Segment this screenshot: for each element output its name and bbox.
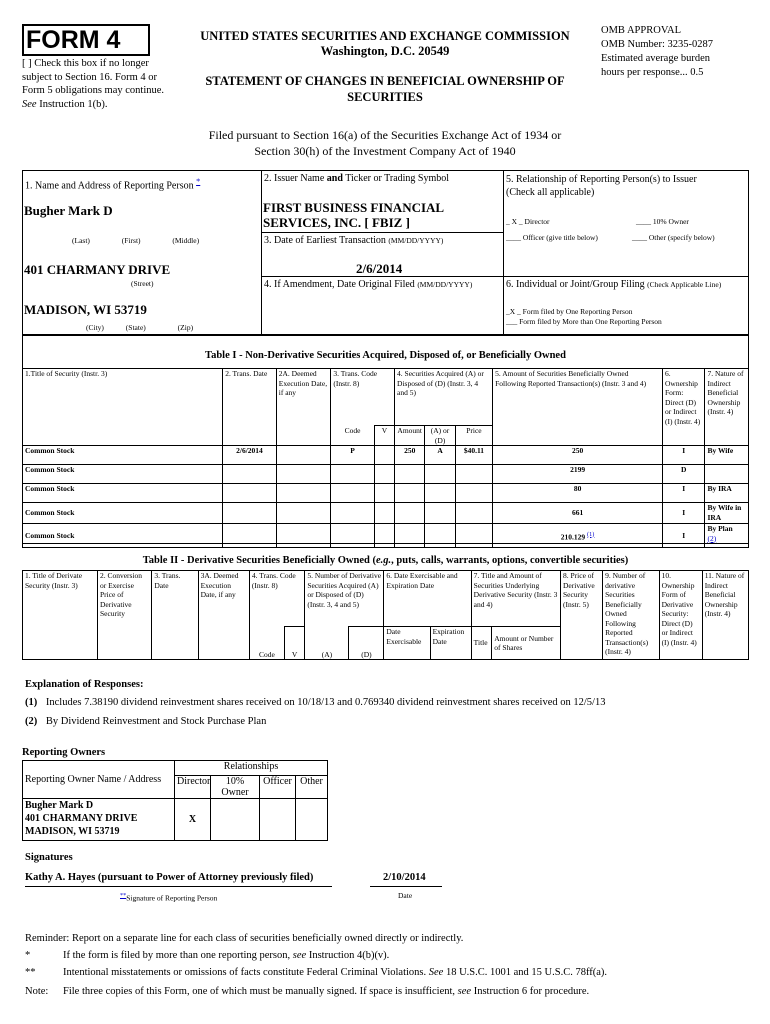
ten-pct-owner-checkbox[interactable]: ____ 10% Owner (636, 217, 689, 226)
box3-label: 3. Date of Earliest Transaction (MM/DD/YYYY) (264, 235, 444, 246)
t1-h-amount: Amount (395, 426, 425, 446)
agency-city: Washington, D.C. 20549 (320, 44, 450, 58)
t2-h5: 5. Number of Derivative Securities Acquired (A) or Disposed of (D) (Instr. 3, 4 and 5) (305, 571, 384, 627)
no-longer-subject-checkbox[interactable]: [ ] Check this box if no longer subject to Section 16. Form 4 or Form 5 obligations may continue. See Instruction 1(b). (22, 58, 165, 110)
signatures-heading: Signatures (25, 852, 73, 863)
table1-title: Table I - Non-Derivative Securities Acquired, Disposed of, or Beneficially Owned (205, 350, 566, 361)
form-title-box (22, 24, 150, 56)
director-mark: X (175, 799, 211, 841)
t2-h3: 3. Trans. Date (152, 571, 198, 660)
t1-h-code: 3. Trans. Code (Instr. 8) (331, 369, 395, 426)
explanation-heading: Explanation of Responses: (25, 679, 144, 690)
t1-h-title: 1.Title of Security (Instr. 3) (23, 369, 223, 446)
date-label: Date (398, 891, 413, 900)
reporting-owners-table (22, 760, 328, 841)
footnote-1-link[interactable]: (1) (587, 530, 595, 538)
t2-h-v: V (284, 627, 305, 660)
table2-title: Table II - Derivative Securities Beneficially Owned (e.g., puts, calls, warrants, options, convertible securities) (142, 555, 629, 566)
street-address: 401 CHARMANY DRIVE (24, 262, 171, 277)
ten-pct-header: 10% Owner (211, 776, 260, 799)
box4-label: 4. If Amendment, Date Original Filed (MM/DD/YYYY) (264, 279, 473, 290)
t1-h-date: 2. Trans. Date (223, 369, 277, 446)
footnote-2: (2) By Dividend Reinvestment and Stock Purchase Plan (25, 716, 267, 727)
director-header: Director (175, 776, 211, 799)
t2-h-exp: Expiration Date (430, 627, 471, 660)
group-filing[interactable]: ___ Form filed by More than One Reporting Person (506, 317, 662, 326)
table1 (22, 368, 749, 548)
t2-h11: 11. Nature of Indirect Beneficial Ownership (Instr. 4) (702, 571, 748, 660)
footnote-star2-link[interactable]: ** (120, 892, 127, 899)
t1-h-form: 6. Ownership Form: Direct (D) or Indirect (I) (Instr. 4) (663, 369, 705, 446)
t2-h1: 1. Title of Derivate Security (Instr. 3) (23, 571, 98, 660)
t2-h-code: Code (249, 627, 284, 660)
table-row: Common Stock 661 I By Wife in IRA (23, 503, 749, 524)
t1-h-owned: 5. Amount of Securities Beneficially Owned Following Reported Transaction(s) (Instr. 3 and 4) (493, 369, 663, 446)
table-row: Bugher Mark D 401 CHARMANY DRIVE MADISON, WI 53719 X (23, 799, 328, 841)
officer-checkbox[interactable]: ____ Officer (give title below) (506, 233, 598, 242)
omb-approval: OMB APPROVAL OMB Number: 3235-0287 Estimated average burden hours per response... 0.5 (601, 25, 713, 78)
t2-h-d: (D) (349, 627, 384, 660)
relationships-header: Relationships (175, 761, 328, 776)
reporting-person-name: Bugher Mark D (24, 203, 113, 218)
t2-h7: 7. Title and Amount of Securities Underlying Derivative Security (Instr. 3 and 4) (471, 571, 560, 627)
issuer-name: FIRST BUSINESS FINANCIAL SERVICES, INC. [ FBIZ ] (263, 200, 444, 230)
t2-h2: 2. Conversion or Exercise Price of Derivative Security (97, 571, 151, 660)
filed-pursuant: Filed pursuant to Section 16(a) of the Securities Exchange Act of 1934 or Section 30(h) of the Investment Company Act of 1940 (208, 128, 562, 158)
t1-h-acquired: 4. Securities Acquired (A) or Disposed of (D) (Instr. 3, 4 and 5) (395, 369, 493, 426)
reporting-owners-heading: Reporting Owners (22, 747, 106, 758)
one-person-filing[interactable]: _X _ Form filed by One Reporting Person (506, 307, 633, 316)
box1-label: 1. Name and Address of Reporting Person * (25, 177, 201, 192)
t1-h-aord: (A) or (D) (425, 426, 455, 446)
reminder: Reminder: Report on a separate line for each class of securities beneficially owned directly or indirectly. (25, 933, 464, 944)
city-address: MADISON, WI 53719 (24, 302, 147, 317)
box2-label: 2. Issuer Name and Ticker or Trading Symbol (264, 173, 450, 184)
table2 (22, 570, 749, 660)
table-row: Common Stock 210.129 $^{(1)}$ I By Plan (2) (23, 524, 749, 548)
t2-h-title: Title (471, 627, 492, 660)
owner-name-header: Reporting Owner Name / Address (23, 761, 175, 799)
t1-h-nature: 7. Nature of Indirect Beneficial Ownership (Instr. 4) (705, 369, 749, 446)
t2-h9: 9. Number of derivative Securities Beneficially Owned Following Reported Transaction(s) (Instr. 4) (603, 571, 659, 660)
t2-h10: 10. Ownership Form of Derivative Security: Direct (D) or Indirect (I) (Instr. 4) (659, 571, 702, 660)
form-title: FORM 4 (26, 26, 121, 54)
box5-label: 5. Relationship of Reporting Person(s) to Issuer (Check all applicable) (506, 174, 697, 198)
t2-h-amount: Amount or Number of Shares (492, 627, 561, 660)
signature-date: 2/10/2014 (383, 872, 426, 883)
officer-header: Officer (260, 776, 296, 799)
t1-h-v: V (374, 426, 394, 446)
t2-h6: 6. Date Exercisable and Expiration Date (384, 571, 471, 627)
director-checkbox[interactable]: _ X _ Director (506, 217, 550, 226)
t2-h8: 8. Price of Derivative Security (Instr. 5) (561, 571, 603, 660)
footnote-1: (1) Includes 7.38190 dividend reinvestment shares received on 10/18/13 and 0.769340 dividend reinvestment shares received on 12/5/13 (25, 697, 606, 708)
footnote-star-link[interactable]: * (196, 177, 201, 186)
name-sublabels: (Last) (First) (Middle) (72, 236, 200, 245)
signature-label: **Signature of Reporting Person (120, 892, 218, 903)
agency-name: UNITED STATES SECURITIES AND EXCHANGE COMMISSION Washington, D.C. 20549 (175, 29, 595, 59)
footer-note: Note: File three copies of this Form, one of which must be manually signed. If space is insufficient, see Instruction 6 for procedure. (25, 986, 590, 997)
table-row: Common Stock 2199 D (23, 465, 749, 484)
t1-h-deemed: 2A. Deemed Execution Date, if any (276, 369, 331, 446)
footnote-2-link[interactable]: (2) (707, 533, 717, 543)
street-sublabel: (Street) (131, 279, 154, 288)
t2-h3a: 3A. Deemed Execution Date, if any (198, 571, 249, 660)
other-header: Other (296, 776, 328, 799)
city-sublabels: (City) (State) (Zip) (86, 323, 194, 332)
footer-star2: ** Intentional misstatements or omissions of facts constitute Federal Criminal Violations. See 18 U.S.C. 1001 and 15 U.S.C. 78ff(a). (25, 967, 608, 978)
t2-h4: 4. Trans. Code (Instr. 8) (249, 571, 304, 627)
earliest-transaction-date: 2/6/2014 (356, 261, 403, 276)
other-checkbox[interactable]: ____ Other (specify below) (632, 233, 715, 242)
statement-title: STATEMENT OF CHANGES IN BENEFICIAL OWNERSHIP OF SECURITIES (205, 74, 565, 104)
signer-name: Kathy A. Hayes (pursuant to Power of Attorney previously filed) (25, 872, 314, 883)
t2-h-date-ex: Date Exercisable (384, 627, 430, 660)
footer-star1: * If the form is filed by more than one reporting person, see Instruction 4(b)(v). (25, 950, 390, 961)
t1-h-price: Price (455, 426, 492, 446)
table1-body (23, 446, 749, 548)
t2-h-a: (A) (305, 627, 349, 660)
box6-label: 6. Individual or Joint/Group Filing (Check Applicable Line) (506, 279, 722, 290)
table-row: Common Stock 80 I By IRA (23, 484, 749, 503)
table-row: Common Stock 2/6/2014 P 250 A $40.11 250 I By Wife (23, 446, 749, 465)
t1-h-code-sub: Code (331, 426, 374, 446)
